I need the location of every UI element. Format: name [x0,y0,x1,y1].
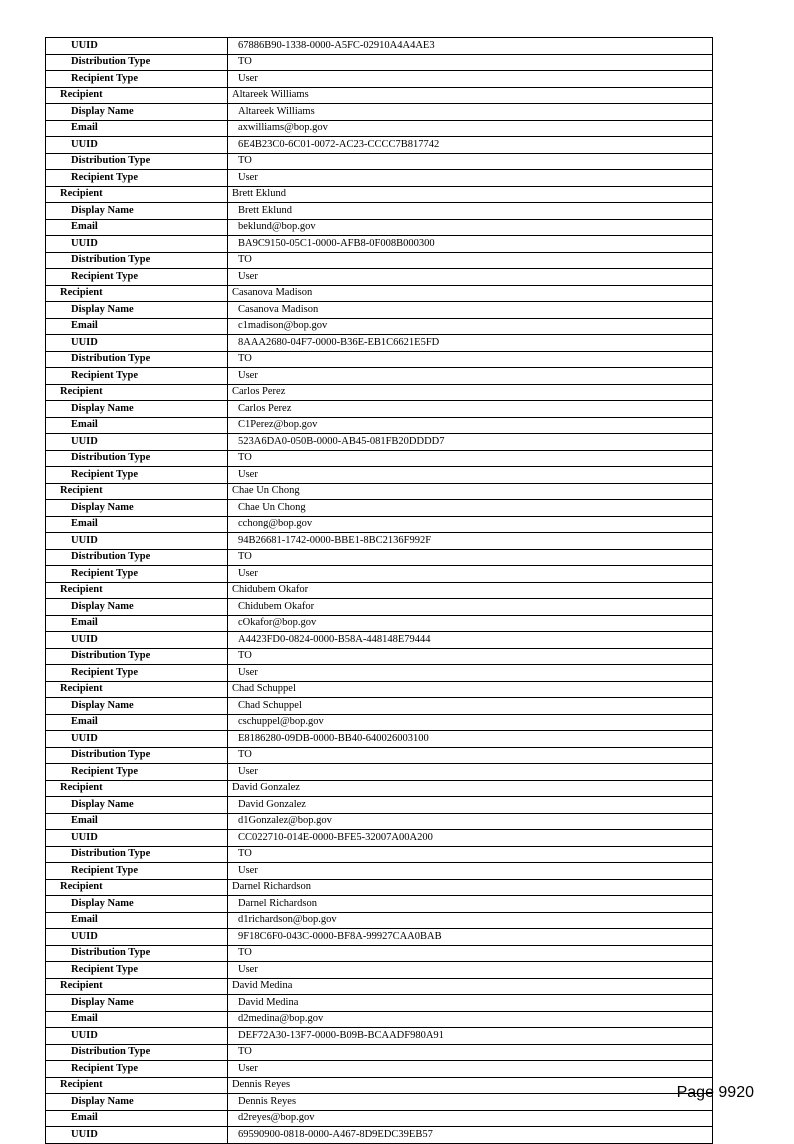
field-label: Recipient [46,483,228,500]
field-label: Display Name [46,599,228,616]
field-label: Email [46,813,228,830]
field-row [46,648,713,665]
field-label: UUID [46,929,228,946]
field-label: Recipient Type [46,962,228,979]
field-value: 523A6DA0-050B-0000-AB45-081FB20DDDD7 [228,434,713,451]
field-value: Chae Un Chong [228,483,713,500]
field-row [46,599,713,616]
field-value: C1Perez@bop.gov [228,417,713,434]
field-value: TO [228,54,713,71]
field-label: UUID [46,830,228,847]
field-row [46,236,713,253]
field-value: d2reyes@bop.gov [228,1110,713,1127]
field-label: Email [46,219,228,236]
field-row [46,104,713,121]
field-value: TO [228,549,713,566]
field-label: UUID [46,1127,228,1144]
field-value: David Gonzalez [228,780,713,797]
field-row [46,401,713,418]
field-value: Brett Eklund [228,186,713,203]
field-row [46,1110,713,1127]
field-label: Display Name [46,1094,228,1111]
field-value: TO [228,945,713,962]
field-label: Display Name [46,302,228,319]
field-label: Distribution Type [46,846,228,863]
field-row [46,153,713,170]
field-row [46,995,713,1012]
field-value: TO [228,846,713,863]
field-row [46,863,713,880]
field-value: Chad Schuppel [228,698,713,715]
field-row [46,615,713,632]
field-row [46,54,713,71]
field-value: E8186280-09DB-0000-BB40-640026003100 [228,731,713,748]
field-value: Altareek Williams [228,104,713,121]
field-row [46,137,713,154]
field-value: Carlos Perez [228,384,713,401]
recipient-table [45,37,713,1144]
field-value: David Gonzalez [228,797,713,814]
field-value: TO [228,450,713,467]
field-label: Recipient [46,1077,228,1094]
field-label: Recipient Type [46,170,228,187]
field-label: Recipient [46,681,228,698]
field-value: User [228,71,713,88]
field-row [46,467,713,484]
field-label: UUID [46,533,228,550]
field-value: David Medina [228,978,713,995]
field-row [46,450,713,467]
field-row [46,1061,713,1078]
field-value: d1Gonzalez@bop.gov [228,813,713,830]
field-row [46,566,713,583]
field-label: Distribution Type [46,945,228,962]
field-label: Recipient [46,87,228,104]
field-row [46,318,713,335]
field-label: Recipient [46,285,228,302]
field-value: 6E4B23C0-6C01-0072-AC23-CCCC7B817742 [228,137,713,154]
field-label: Email [46,516,228,533]
field-row [46,797,713,814]
field-row [46,269,713,286]
recipient-row [46,582,713,599]
field-label: Distribution Type [46,648,228,665]
field-label: UUID [46,137,228,154]
field-label: Display Name [46,797,228,814]
field-row [46,1028,713,1045]
field-label: Recipient Type [46,566,228,583]
field-label: Distribution Type [46,549,228,566]
recipient-row [46,87,713,104]
field-value: TO [228,1044,713,1061]
recipient-table-body [46,38,713,1144]
field-value: d1richardson@bop.gov [228,912,713,929]
field-label: UUID [46,236,228,253]
field-row [46,335,713,352]
field-row [46,203,713,220]
field-row [46,632,713,649]
field-value: d2medina@bop.gov [228,1011,713,1028]
field-value: Chidubem Okafor [228,582,713,599]
field-label: UUID [46,38,228,55]
field-label: Email [46,615,228,632]
field-value: 67886B90-1338-0000-A5FC-02910A4A4AE3 [228,38,713,55]
field-value: User [228,269,713,286]
field-label: Distribution Type [46,252,228,269]
recipient-row [46,384,713,401]
field-value: cschuppel@bop.gov [228,714,713,731]
field-value: Darnel Richardson [228,896,713,913]
field-label: Distribution Type [46,1044,228,1061]
field-value: beklund@bop.gov [228,219,713,236]
field-label: Recipient Type [46,764,228,781]
field-value: A4423FD0-0824-0000-B58A-448148E79444 [228,632,713,649]
field-label: Display Name [46,995,228,1012]
field-label: Display Name [46,401,228,418]
recipient-row [46,483,713,500]
field-label: Recipient Type [46,71,228,88]
field-label: Display Name [46,698,228,715]
field-label: UUID [46,731,228,748]
field-value: Chae Un Chong [228,500,713,517]
field-value: Chidubem Okafor [228,599,713,616]
recipient-row [46,978,713,995]
field-value: TO [228,252,713,269]
field-label: Recipient [46,186,228,203]
field-label: UUID [46,1028,228,1045]
field-label: Recipient Type [46,269,228,286]
field-row [46,912,713,929]
field-row [46,896,713,913]
field-value: axwilliams@bop.gov [228,120,713,137]
field-row [46,665,713,682]
field-value: TO [228,747,713,764]
field-value: Brett Eklund [228,203,713,220]
recipient-row [46,1077,713,1094]
field-row [46,714,713,731]
field-row [46,830,713,847]
field-value: User [228,368,713,385]
field-value: 69590900-0818-0000-A467-8D9EDC39EB57 [228,1127,713,1144]
field-row [46,170,713,187]
field-value: 94B26681-1742-0000-BBE1-8BC2136F992F [228,533,713,550]
field-value: Altareek Williams [228,87,713,104]
field-label: Email [46,1011,228,1028]
field-row [46,549,713,566]
field-row [46,434,713,451]
field-value: cOkafor@bop.gov [228,615,713,632]
field-row [46,731,713,748]
field-label: Display Name [46,104,228,121]
field-value: User [228,764,713,781]
field-value: Chad Schuppel [228,681,713,698]
recipient-row [46,879,713,896]
field-row [46,120,713,137]
field-value: CC022710-014E-0000-BFE5-32007A00A200 [228,830,713,847]
field-label: Email [46,417,228,434]
field-label: Recipient [46,978,228,995]
field-label: UUID [46,632,228,649]
field-label: Distribution Type [46,747,228,764]
field-row [46,962,713,979]
field-row [46,945,713,962]
field-label: Distribution Type [46,450,228,467]
field-row [46,698,713,715]
field-label: Recipient Type [46,467,228,484]
field-value: User [228,665,713,682]
field-value: DEF72A30-13F7-0000-B09B-BCAADF980A91 [228,1028,713,1045]
field-label: Recipient Type [46,665,228,682]
field-row [46,1044,713,1061]
field-row [46,71,713,88]
page-number: Page 9920 [676,1084,754,1101]
field-value: David Medina [228,995,713,1012]
field-row [46,302,713,319]
field-label: Distribution Type [46,351,228,368]
field-label: Recipient [46,384,228,401]
field-row [46,252,713,269]
field-value: Carlos Perez [228,401,713,418]
field-label: Email [46,912,228,929]
field-row [46,1127,713,1144]
field-label: UUID [46,434,228,451]
field-value: Dennis Reyes [228,1094,713,1111]
field-label: Email [46,120,228,137]
field-row [46,516,713,533]
field-label: Display Name [46,500,228,517]
field-value: 8AAA2680-04F7-0000-B36E-EB1C6621E5FD [228,335,713,352]
field-label: Email [46,1110,228,1127]
field-value: cchong@bop.gov [228,516,713,533]
field-row [46,368,713,385]
field-value: TO [228,351,713,368]
field-row [46,351,713,368]
field-row [46,1094,713,1111]
field-row [46,747,713,764]
field-row [46,500,713,517]
field-label: Recipient [46,582,228,599]
field-label: Recipient Type [46,1061,228,1078]
field-label: Recipient Type [46,368,228,385]
field-value: User [228,962,713,979]
field-value: c1madison@bop.gov [228,318,713,335]
field-row [46,929,713,946]
field-label: Email [46,714,228,731]
field-value: User [228,170,713,187]
field-value: User [228,1061,713,1078]
field-value: User [228,863,713,880]
field-row [46,1011,713,1028]
field-label: Display Name [46,203,228,220]
field-value: Darnel Richardson [228,879,713,896]
field-label: Distribution Type [46,54,228,71]
field-value: Dennis Reyes [228,1077,713,1094]
field-label: Recipient [46,879,228,896]
field-row [46,813,713,830]
field-row [46,219,713,236]
recipient-row [46,780,713,797]
field-row [46,38,713,55]
field-value: BA9C9150-05C1-0000-AFB8-0F008B000300 [228,236,713,253]
field-value: User [228,566,713,583]
recipient-row [46,186,713,203]
field-label: UUID [46,335,228,352]
field-label: Display Name [46,896,228,913]
field-row [46,417,713,434]
field-label: Email [46,318,228,335]
field-value: TO [228,648,713,665]
field-label: Recipient [46,780,228,797]
field-row [46,764,713,781]
field-value: 9F18C6F0-043C-0000-BF8A-99927CAA0BAB [228,929,713,946]
field-row [46,533,713,550]
field-value: Casanova Madison [228,302,713,319]
field-label: Distribution Type [46,153,228,170]
recipient-row [46,285,713,302]
field-row [46,846,713,863]
field-value: TO [228,153,713,170]
field-value: User [228,467,713,484]
field-label: Recipient Type [46,863,228,880]
field-value: Casanova Madison [228,285,713,302]
recipient-row [46,681,713,698]
